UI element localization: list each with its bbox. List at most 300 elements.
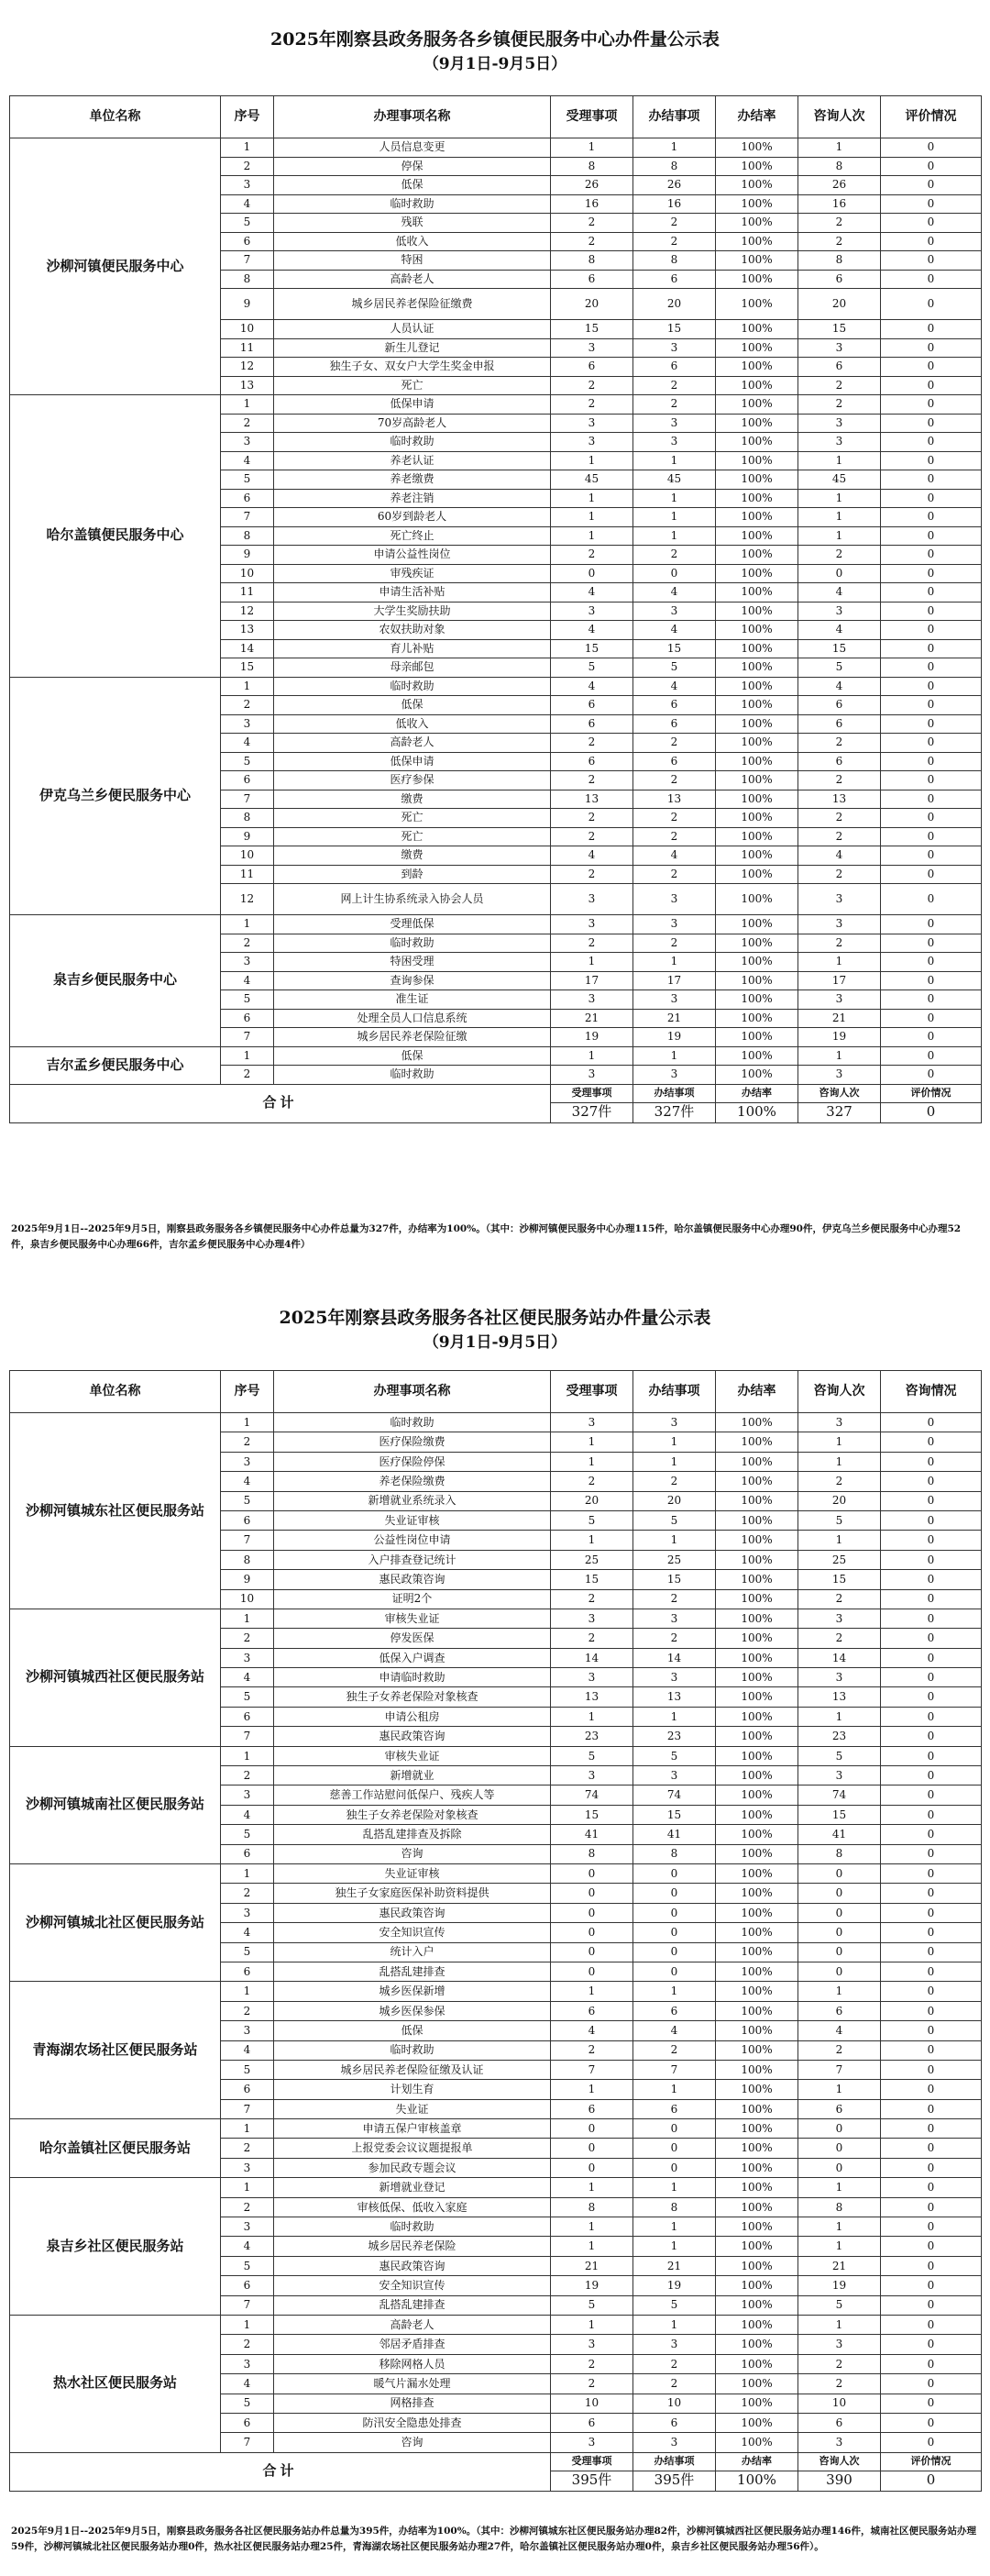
completion-rate: 100% [716,2158,798,2177]
accepted-count: 0 [551,2139,633,2158]
row-index: 8 [221,1550,274,1569]
item-name: 停发医保 [274,1629,551,1648]
completion-rate: 100% [716,583,798,603]
item-name: 咨询 [274,2433,551,2452]
completion-rate: 100% [716,414,798,433]
completed-count: 3 [633,1609,716,1628]
row-index: 5 [221,752,274,771]
item-name: 缴费 [274,790,551,809]
consult-count: 2 [798,771,881,790]
item-name: 临时救助 [274,2040,551,2060]
accepted-count: 0 [551,564,633,583]
completion-rate: 100% [716,564,798,583]
item-name: 医疗保险缴费 [274,1432,551,1452]
completion-rate: 100% [716,157,798,176]
completed-count: 2 [633,214,716,233]
completion-rate: 100% [716,395,798,415]
item-name: 临时救助 [274,433,551,452]
rating: 0 [881,790,982,809]
item-name: 育儿补贴 [274,639,551,658]
completed-count: 6 [633,358,716,377]
rating: 0 [881,2295,982,2315]
consult-count: 21 [798,2256,881,2275]
completion-rate: 100% [716,376,798,395]
completion-rate: 100% [716,677,798,696]
rating: 0 [881,2080,982,2099]
item-name: 临时救助 [274,194,551,214]
completed-count: 1 [633,2315,716,2334]
item-name: 防汛安全隐患处排查 [274,2413,551,2432]
consult-count: 15 [798,320,881,339]
row-index: 5 [221,470,274,490]
item-name: 死亡 [274,809,551,828]
row-index: 8 [221,270,274,289]
item-name: 低收入 [274,714,551,734]
accepted-count: 21 [551,1009,633,1028]
row-index: 2 [221,157,274,176]
item-name: 独生子女家庭医保补助资料提供 [274,1884,551,1903]
column-header: 单位名称 [10,96,221,138]
row-index: 3 [221,1648,274,1667]
total-header-row [10,2452,982,2471]
consult-count: 8 [798,1844,881,1863]
consult-count: 20 [798,1491,881,1510]
completion-rate: 100% [716,1903,798,1922]
completion-rate: 100% [716,621,798,640]
township-note: 2025年9月1日--2025年9月5日，刚察县政务服务各乡镇便民服务中心办件总量为327件，办结率为100%。（其中：沙柳河镇便民服务中心办理115件，哈尔盖镇便民服务中心办理90件，伊克乌兰乡便民服务中心办理52件，泉吉乡便民服务中心办理66件，吉尔孟乡便民服务中心办理4件） [11,1223,962,1250]
completion-rate: 100% [716,1982,798,2001]
total-column-label: 受理事项 [551,2452,633,2471]
row-index: 1 [221,915,274,934]
completed-count: 0 [633,1942,716,1962]
row-index: 5 [221,1942,274,1962]
rating: 0 [881,2158,982,2177]
consult-count: 4 [798,621,881,640]
consult-count: 2 [798,214,881,233]
completed-count: 6 [633,2099,716,2118]
item-name: 新增就业 [274,1766,551,1786]
rating: 0 [881,2197,982,2217]
consult-count: 5 [798,2295,881,2315]
accepted-count: 1 [551,953,633,972]
rating: 0 [881,1066,982,1085]
item-name: 城乡医保新增 [274,1982,551,2001]
completion-rate: 100% [716,1766,798,1786]
completed-count: 1 [633,1432,716,1452]
rating: 0 [881,1942,982,1962]
consult-count: 3 [798,1668,881,1687]
rating: 0 [881,583,982,603]
completed-count: 5 [633,1746,716,1765]
rating: 0 [881,621,982,640]
completed-count: 19 [633,2276,716,2295]
rating: 0 [881,508,982,527]
total-value: 390 [798,2471,881,2491]
completed-count: 3 [633,1413,716,1432]
completed-count: 1 [633,2217,716,2237]
consult-count: 3 [798,2433,881,2452]
consult-count: 4 [798,583,881,603]
accepted-count: 3 [551,433,633,452]
consult-count: 19 [798,1028,881,1047]
accepted-count: 4 [551,846,633,866]
township-subtitle: （9月1日-9月5日） [423,55,567,73]
row-index: 5 [221,2256,274,2275]
rating: 0 [881,289,982,320]
accepted-count: 17 [551,971,633,990]
consult-count: 1 [798,1707,881,1726]
completion-rate: 100% [716,194,798,214]
completed-count: 3 [633,915,716,934]
completed-count: 6 [633,2001,716,2020]
item-name: 新增就业登记 [274,2178,551,2197]
total-value: 100% [716,1102,798,1122]
item-name: 医疗参保 [274,771,551,790]
completion-rate: 100% [716,1413,798,1432]
completion-rate: 100% [716,809,798,828]
completed-count: 4 [633,846,716,866]
completion-rate: 100% [716,2119,798,2139]
completed-count: 1 [633,953,716,972]
item-name: 养老认证 [274,451,551,470]
rating: 0 [881,1452,982,1471]
completion-rate: 100% [716,1746,798,1765]
total-value: 395件 [551,2471,633,2491]
consult-count: 0 [798,1884,881,1903]
completed-count: 1 [633,1531,716,1550]
item-name: 惠民政策咨询 [274,1570,551,1589]
completion-rate: 100% [716,320,798,339]
accepted-count: 1 [551,451,633,470]
row-index: 4 [221,2040,274,2060]
consult-count: 13 [798,790,881,809]
total-value: 327 [798,1102,881,1122]
consult-count: 3 [798,1066,881,1085]
rating: 0 [881,677,982,696]
consult-count: 3 [798,1609,881,1628]
accepted-count: 16 [551,194,633,214]
completed-count: 1 [633,1982,716,2001]
item-name: 申请公益性岗位 [274,546,551,565]
accepted-count: 8 [551,251,633,271]
consult-count: 45 [798,470,881,490]
row-index: 7 [221,2433,274,2452]
item-name: 特困 [274,251,551,271]
total-value: 327件 [551,1102,633,1122]
row-index: 8 [221,526,274,546]
accepted-count: 15 [551,1570,633,1589]
accepted-count: 21 [551,2256,633,2275]
consult-count: 4 [798,2021,881,2040]
row-index: 1 [221,1863,274,1883]
rating: 0 [881,251,982,271]
rating: 0 [881,990,982,1010]
accepted-count: 3 [551,1066,633,1085]
rating: 0 [881,809,982,828]
completion-rate: 100% [716,1570,798,1589]
accepted-count: 2 [551,2040,633,2060]
rating: 0 [881,1825,982,1844]
column-header: 办结事项 [633,96,716,138]
row-index: 1 [221,677,274,696]
completion-rate: 100% [716,1844,798,1863]
rating: 0 [881,2217,982,2237]
row-index: 1 [221,1746,274,1765]
item-name: 城乡居民养老保险 [274,2237,551,2256]
rating: 0 [881,696,982,715]
completion-rate: 100% [716,953,798,972]
item-name: 审核失业证 [274,1609,551,1628]
completion-rate: 100% [716,1648,798,1667]
column-header: 咨询情况 [881,1371,982,1413]
completion-rate: 100% [716,1942,798,1962]
completion-rate: 100% [716,1046,798,1066]
consult-count: 1 [798,526,881,546]
completed-count: 0 [633,2119,716,2139]
item-name: 残联 [274,214,551,233]
total-column-label: 评价情况 [881,1084,982,1102]
consult-count: 2 [798,934,881,953]
rating: 0 [881,2276,982,2295]
consult-count: 25 [798,1550,881,1569]
consult-count: 6 [798,714,881,734]
unit-name: 沙柳河镇城南社区便民服务站 [10,1746,221,1863]
consult-count: 2 [798,809,881,828]
item-name: 高龄老人 [274,270,551,289]
rating: 0 [881,1510,982,1530]
item-name: 高龄老人 [274,734,551,753]
rating: 0 [881,865,982,884]
accepted-count: 1 [551,508,633,527]
consult-count: 13 [798,1687,881,1707]
consult-count: 1 [798,451,881,470]
consult-count: 2 [798,1472,881,1491]
item-name: 审核失业证 [274,1746,551,1765]
completed-count: 8 [633,157,716,176]
row-index: 4 [221,194,274,214]
row-index: 4 [221,734,274,753]
completed-count: 4 [633,677,716,696]
completed-count: 8 [633,251,716,271]
rating: 0 [881,846,982,866]
accepted-count: 3 [551,990,633,1010]
header-row [10,96,982,138]
completion-rate: 100% [716,1863,798,1883]
row-index: 2 [221,934,274,953]
row-index: 9 [221,1570,274,1589]
completed-count: 6 [633,752,716,771]
total-label: 合计 [10,2452,551,2491]
row-index: 4 [221,971,274,990]
completed-count: 3 [633,1766,716,1786]
accepted-count: 3 [551,602,633,621]
item-name: 网格排查 [274,2394,551,2413]
accepted-count: 1 [551,2217,633,2237]
accepted-count: 0 [551,2119,633,2139]
completed-count: 1 [633,1707,716,1726]
rating: 0 [881,1863,982,1883]
accepted-count: 1 [551,1452,633,1471]
accepted-count: 2 [551,232,633,251]
rating: 0 [881,1028,982,1047]
row-index: 4 [221,1805,274,1824]
completed-count: 1 [633,489,716,508]
completed-count: 2 [633,395,716,415]
row-index: 3 [221,1903,274,1922]
completion-rate: 100% [716,915,798,934]
completed-count: 2 [633,934,716,953]
consult-count: 15 [798,1805,881,1824]
accepted-count: 25 [551,1550,633,1569]
completion-rate: 100% [716,2080,798,2099]
completion-rate: 100% [716,971,798,990]
row-index: 10 [221,564,274,583]
consult-count: 6 [798,270,881,289]
accepted-count: 1 [551,2178,633,2197]
completed-count: 3 [633,2335,716,2354]
table-row [10,1746,982,1765]
accepted-count: 0 [551,2158,633,2177]
completion-rate: 100% [716,2237,798,2256]
item-name: 死亡 [274,827,551,846]
accepted-count: 6 [551,270,633,289]
item-name: 乱搭乱建排查及拆除 [274,1825,551,1844]
consult-count: 2 [798,2040,881,2060]
completed-count: 1 [633,2080,716,2099]
completion-rate: 100% [716,2295,798,2315]
rating: 0 [881,934,982,953]
consult-count: 20 [798,289,881,320]
row-index: 6 [221,1962,274,1981]
township-table [9,95,982,1123]
rating: 0 [881,2099,982,2118]
row-index: 5 [221,1825,274,1844]
table-row [10,1413,982,1432]
item-name: 申请生活补贴 [274,583,551,603]
rating: 0 [881,2413,982,2432]
item-name: 农奴扶助对象 [274,621,551,640]
consult-count: 6 [798,752,881,771]
accepted-count: 0 [551,1923,633,1942]
item-name: 临时救助 [274,2217,551,2237]
accepted-count: 5 [551,1510,633,1530]
item-name: 母亲邮包 [274,658,551,678]
completion-rate: 100% [716,546,798,565]
item-name: 咨询 [274,1844,551,1863]
table-row [10,1046,982,1066]
row-index: 7 [221,1531,274,1550]
rating: 0 [881,1046,982,1066]
completion-rate: 100% [716,270,798,289]
completed-count: 20 [633,289,716,320]
accepted-count: 0 [551,1884,633,1903]
completion-rate: 100% [716,1009,798,1028]
rating: 0 [881,1472,982,1491]
completed-count: 2 [633,232,716,251]
rating: 0 [881,376,982,395]
completion-rate: 100% [716,639,798,658]
completion-rate: 100% [716,2413,798,2432]
row-index: 9 [221,289,274,320]
consult-count: 2 [798,232,881,251]
consult-count: 1 [798,2178,881,2197]
completion-rate: 100% [716,2374,798,2394]
accepted-count: 74 [551,1786,633,1805]
row-index: 10 [221,1589,274,1609]
rating: 0 [881,489,982,508]
header-row [10,1371,982,1413]
completed-count: 0 [633,1962,716,1981]
rating: 0 [881,1746,982,1765]
column-header: 办理事项名称 [274,1371,551,1413]
accepted-count: 3 [551,2433,633,2452]
completion-rate: 100% [716,827,798,846]
completion-rate: 100% [716,884,798,915]
item-name: 受理低保 [274,915,551,934]
accepted-count: 19 [551,2276,633,2295]
row-index: 6 [221,1844,274,1863]
rating: 0 [881,1648,982,1667]
unit-name: 沙柳河镇城东社区便民服务站 [10,1413,221,1609]
item-name: 城乡居民养老保险征缴费 [274,289,551,320]
item-name: 上报党委会议议题提报单 [274,2139,551,2158]
row-index: 4 [221,1472,274,1491]
rating: 0 [881,2335,982,2354]
accepted-count: 1 [551,1707,633,1726]
accepted-count: 2 [551,827,633,846]
accepted-count: 2 [551,546,633,565]
column-header: 单位名称 [10,1371,221,1413]
completion-rate: 100% [716,2217,798,2237]
item-name: 乱搭乱建排查 [274,2295,551,2315]
item-name: 养老缴费 [274,470,551,490]
rating: 0 [881,1570,982,1589]
consult-count: 21 [798,1009,881,1028]
accepted-count: 4 [551,2021,633,2040]
item-name: 人员认证 [274,320,551,339]
completed-count: 2 [633,546,716,565]
consult-count: 74 [798,1786,881,1805]
total-column-label: 办结事项 [633,1084,716,1102]
accepted-count: 1 [551,1531,633,1550]
item-name: 统计入户 [274,1942,551,1962]
item-name: 缴费 [274,846,551,866]
consult-count: 2 [798,734,881,753]
completed-count: 6 [633,2413,716,2432]
table-row [10,2178,982,2197]
row-index: 7 [221,251,274,271]
completed-count: 5 [633,2295,716,2315]
row-index: 6 [221,2080,274,2099]
accepted-count: 6 [551,358,633,377]
row-index: 1 [221,2119,274,2139]
row-index: 1 [221,138,274,158]
item-name: 养老保险缴费 [274,1472,551,1491]
rating: 0 [881,2139,982,2158]
completed-count: 10 [633,2394,716,2413]
completion-rate: 100% [716,2139,798,2158]
completed-count: 4 [633,583,716,603]
total-column-label: 咨询人次 [798,1084,881,1102]
item-name: 医疗保险停保 [274,1452,551,1471]
completion-rate: 100% [716,696,798,715]
row-index: 3 [221,953,274,972]
column-header: 咨询人次 [798,96,881,138]
completion-rate: 100% [716,338,798,358]
accepted-count: 1 [551,1046,633,1066]
column-header: 办结事项 [633,1371,716,1413]
unit-name: 哈尔盖镇便民服务中心 [10,395,221,678]
